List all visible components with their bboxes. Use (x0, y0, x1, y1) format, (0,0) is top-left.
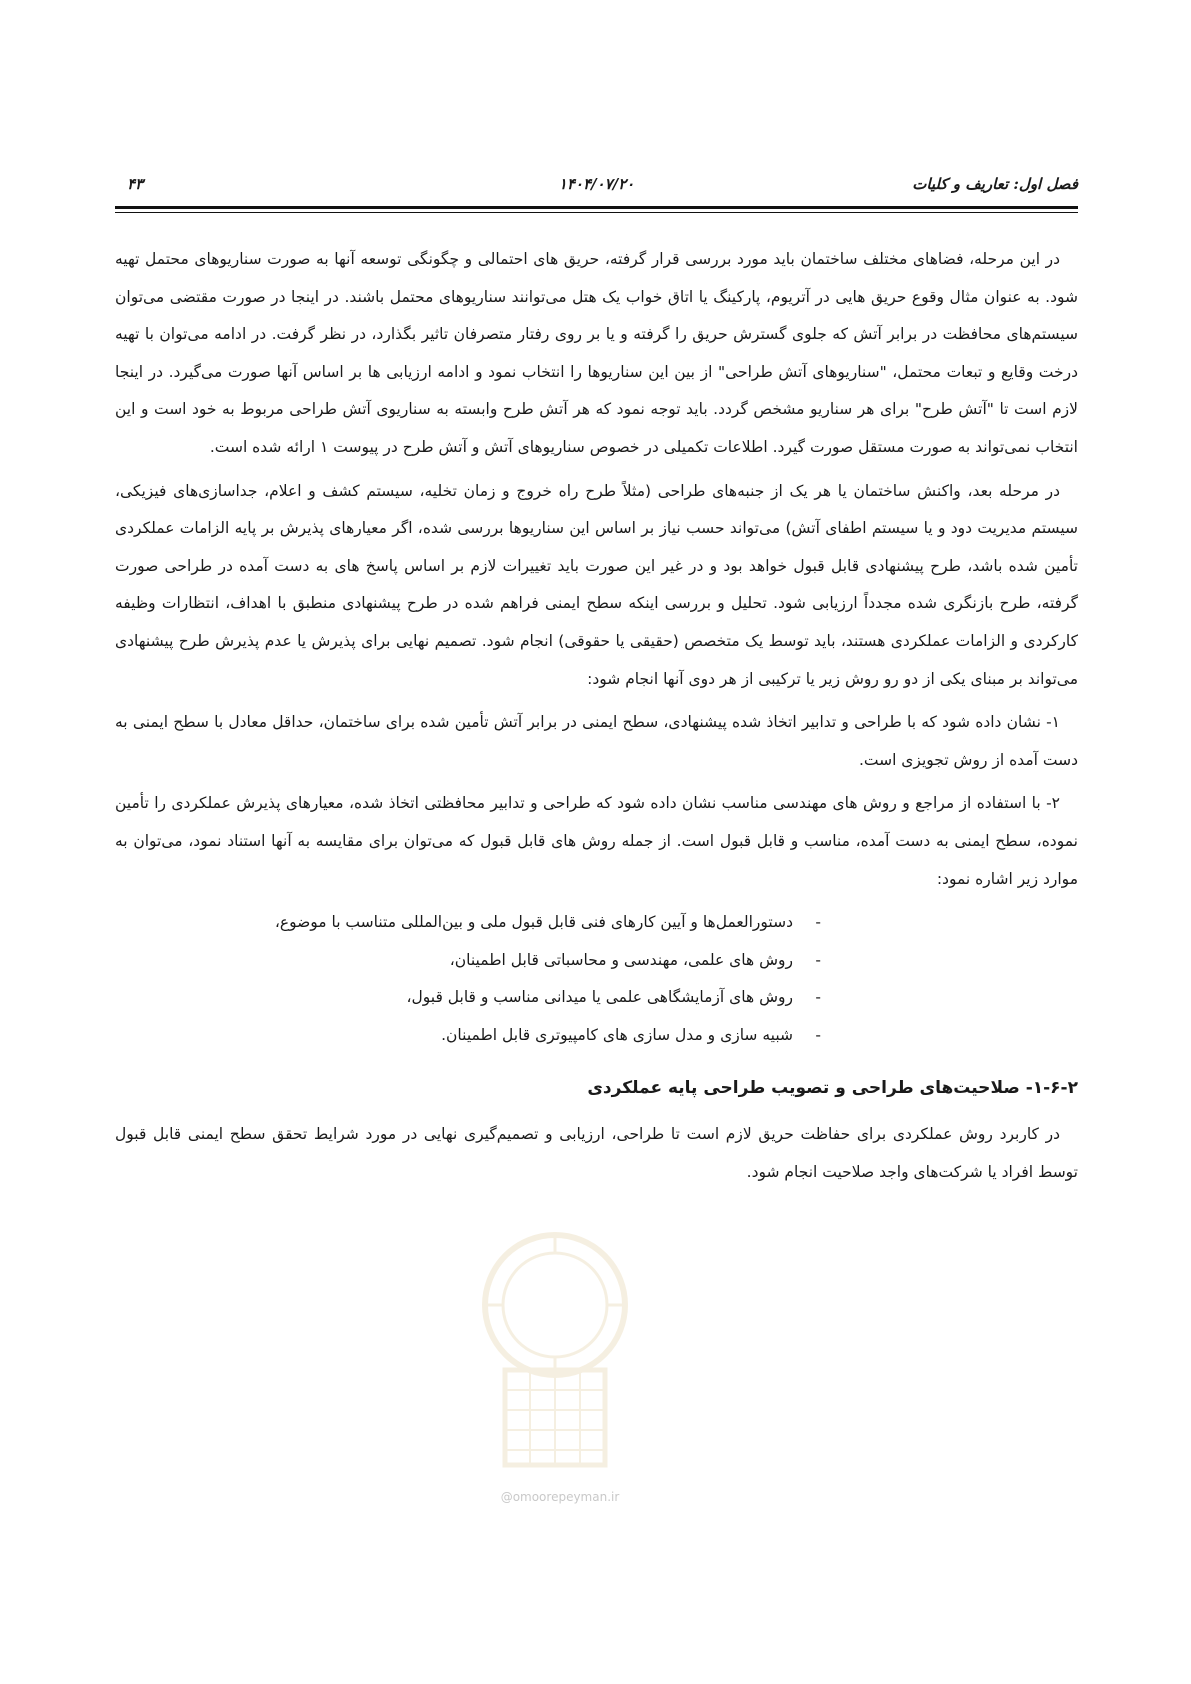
page-number: ۴۳ (127, 175, 144, 193)
section-heading: ۱-۶-۲- صلاحیت‌های طراحی و تصویب طراحی پایه عملکردی (587, 1078, 1078, 1099)
body-paragraph-2: در مرحله بعد، واکنش ساختمان یا هر یک از جنبه‌های طراحی (مثلاً طرح راه خروج و زمان تخلیه، سیستم کشف و اعلام، جداسازی‌های فیزیکی، سیستم مدیریت دود و یا سیستم اطفای آتش) می‌تواند حسب نیاز بر اساس این سناریوها بررسی شده، اگر معیارهای پذیرش بر پایه الزامات عملکردی تأمین شده باشد، طرح پیشنهادی قابل قبول خواهد بود و در غیر این صورت باید تغییرات لازم بر اساس پاسخ های به دست آمده در طراحی صورت گرفته، طرح بازنگری شده مجدداً ارزیابی شود. تحلیل و بررسی اینکه سطح ایمنی فراهم شده در طرح پیشنهادی منطبق با اهداف، انتظارات وظیفه کارکردی و الزامات عملکردی هستند، باید توسط یک متخصص (حقیقی یا حقوقی) انجام شود. تصمیم نهایی برای پذیرش یا عدم پذیرش طرح پیشنهادی می‌تواند بر مبنای یکی از دو رو روش زیر یا ترکیبی از هر دوی آنها انجام شود: (115, 481, 1078, 688)
list-item (115, 979, 821, 1017)
list-item (115, 904, 821, 942)
header-rule-thick (115, 206, 1078, 209)
list-bullet: - (815, 1025, 821, 1044)
methods-list (115, 904, 1078, 1054)
list-bullet: - (815, 950, 821, 969)
list-item-text: شبیه سازی و مدل سازی های کامپیوتری قابل اطمینان. (441, 1025, 793, 1044)
list-item-text: روش های آزمایشگاهی علمی یا میدانی مناسب و قابل قبول، (406, 988, 793, 1007)
body-paragraph-1: در این مرحله، فضاهای مختلف ساختمان باید مورد بررسی قرار گرفته، حریق های احتمالی و چگونگی توسعه آنها به صورت سناریوهای محتمل تهیه شود. به عنوان مثال وقوع حریق هایی در آتریوم، پارکینگ یا اتاق خواب یک هتل می‌توانند سناریوهای محتمل باشند. در اینجا در صورت مقتضی می‌توان سیستم‌های محافظت در برابر آتش که جلوی گسترش حریق را گرفته و یا بر روی رفتار متصرفان تاثیر بگذارد، در نظر گرفت. در ادامه می‌توان با تهیه درخت وقایع و تبعات محتمل، "سناریوهای آتش طراحی" از بین این سناریوها را انتخاب نمود و ادامه ارزیابی ها بر اساس آنها صورت می‌گیرد. در اینجا لازم است تا "آتش طرح" برای هر سناریو مشخص گردد. باید توجه نمود که هر آتش طرح وابسته به سناریوی آتش طراحی مربوط به خود است و این انتخاب نمی‌تواند به صورت مستقل صورت گیرد. اطلاعات تکمیلی در خصوص سناریوهای آتش و آتش طرح در پیوست ۱ ارائه شده است. (115, 250, 1078, 456)
list-bullet: - (815, 988, 821, 1007)
page-header (115, 172, 1078, 202)
body-paragraph-3: ۱- نشان داده شود که با طراحی و تدابیر اتخاذ شده پیشنهادی، سطح ایمنی در برابر آتش تأمین شده برای ساختمان، حداقل معادل با سطح ایمنی به دست آمده از روش تجویزی است. (115, 713, 1078, 769)
watermark-url: @omoorepeyman.ir (500, 1490, 620, 1504)
document-body (115, 241, 1078, 1198)
watermark-logo (460, 1230, 650, 1480)
section-paragraph: در کاربرد روش عملکردی برای حفاظت حریق لازم است تا طراحی، ارزیابی و تصمیم‌گیری نهایی در مورد شرایط تحقق سطح ایمنی قابل قبول توسط افراد یا شرکت‌های واجد صلاحیت انجام شود. (115, 1125, 1078, 1182)
header-date: ۱۴۰۴/۰۷/۲۰ (558, 175, 635, 193)
list-item (115, 1017, 821, 1055)
header-rule-thin (115, 212, 1078, 213)
list-item-text: روش های علمی، مهندسی و محاسباتی قابل اطمینان، (449, 950, 793, 969)
list-item (115, 942, 821, 980)
list-bullet: - (815, 913, 821, 932)
body-paragraph-4: ۲- با استفاده از مراجع و روش های مهندسی مناسب نشان داده شود که طراحی و تدابیر محافظتی اتخاذ شده، معیارهای پذیرش عملکردی را تأمین نموده، سطح ایمنی به دست آمده، مناسب و قابل قبول است. از جمله روش های قابل قبول که می‌توان برای مقایسه به آنها استناد نمود، می‌توان به موارد زیر اشاره نمود: (115, 794, 1078, 888)
chapter-title: فصل اول: تعاریف و کلیات (912, 175, 1078, 193)
list-item-text: دستورالعمل‌ها و آیین کارهای فنی قابل قبول ملی و بین‌المللی متناسب با موضوع، (274, 913, 793, 932)
